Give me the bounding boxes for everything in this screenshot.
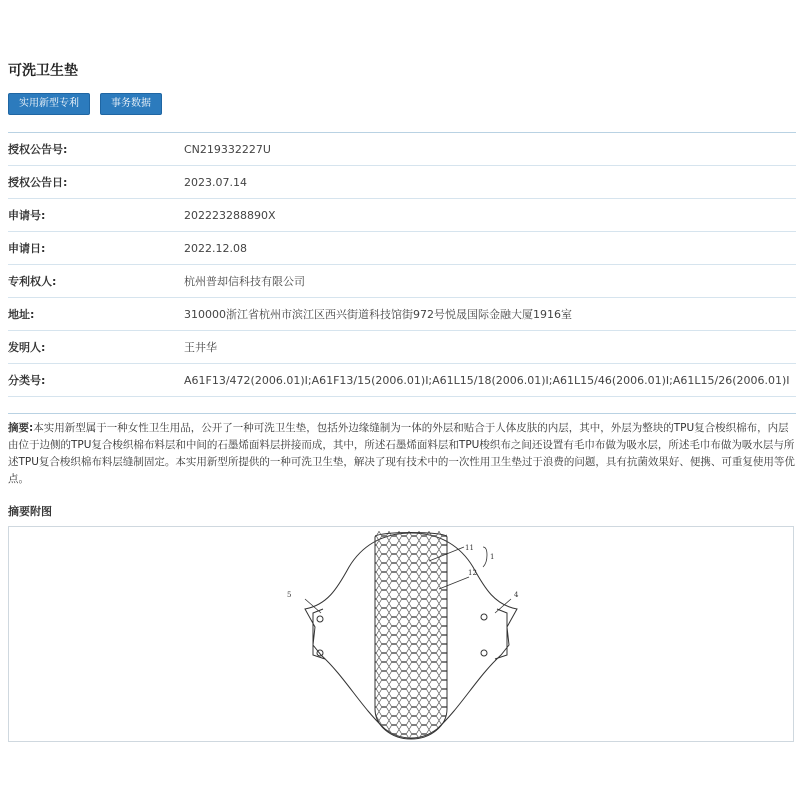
- field-value: 王井华: [184, 341, 217, 354]
- field-value: 2022.12.08: [184, 241, 247, 255]
- graphene-strip: [375, 531, 447, 743]
- page-title: 可洗卫生垫: [8, 63, 78, 79]
- abstract-section: [8, 413, 796, 488]
- figure-label-4: 4: [514, 591, 519, 599]
- bibliographic-table: [8, 132, 796, 397]
- field-row-application-number: [8, 199, 796, 232]
- field-value: 杭州普却信科技有限公司: [184, 275, 305, 288]
- tag-transaction-data[interactable]: 事务数据: [100, 93, 162, 115]
- field-row-patentee: [8, 265, 796, 298]
- field-row-inventor: [8, 331, 796, 364]
- field-label: 地址:: [8, 308, 35, 321]
- abstract-figure-title: 摘要附图: [8, 505, 52, 518]
- field-label: 授权公告日:: [8, 176, 68, 189]
- field-row-address: [8, 298, 796, 331]
- field-label: 授权公告号:: [8, 143, 68, 156]
- field-value: 202223288890X: [184, 208, 276, 222]
- field-label: 申请日:: [8, 242, 46, 255]
- field-label: 专利权人:: [8, 275, 57, 288]
- right-wing: [495, 609, 507, 659]
- figure-label-5: 5: [287, 591, 292, 599]
- snap-left-top: [317, 616, 323, 622]
- field-row-grant-number: [8, 133, 796, 166]
- abstract-text: 本实用新型属于一种女性卫生用品，公开了一种可洗卫生垫，包括外边缘缝制为一体的外层和贴合于人体皮肤的内层，其中，外层为整块的TPU复合梭织棉布，内层由位于边侧的TPU复合梭织棉布料层和中间的石墨烯面料层拼接而成，其中，所述石墨烯面料层和TPU梭织布之间还设置有毛巾布做为吸水层，所述毛巾布做为吸水层与所述TPU复合梭织棉布料层缝制固定。本实用新型所提供的一种可洗卫生垫，解决了现有技术中的一次性用卫生垫过于浪费的问题，具有抗菌效果好、便携、可重复使用等优点。: [8, 422, 795, 485]
- tag-list: [8, 93, 162, 115]
- field-value: A61F13/472(2006.01)I;A61F13/15(2006.01)I;A61L15/18(2006.01)I;A61L15/46(2006.01)I;A61L15/26(2006.01)I: [184, 373, 790, 387]
- field-label: 分类号:: [8, 374, 46, 387]
- field-label: 发明人:: [8, 341, 46, 354]
- field-row-grant-date: [8, 166, 796, 199]
- pad-drawing: [9, 527, 795, 743]
- figure-label-1: 1: [490, 553, 495, 561]
- snap-right-bottom: [481, 650, 487, 656]
- figure-label-12: 12: [468, 569, 477, 577]
- abstract-label: 摘要:: [8, 422, 34, 434]
- abstract-figure: [8, 526, 794, 742]
- figure-label-11: 11: [465, 544, 474, 552]
- field-value: CN219332227U: [184, 142, 271, 156]
- snap-right-top: [481, 614, 487, 620]
- tag-utility-model[interactable]: 实用新型专利: [8, 93, 90, 115]
- field-label: 申请号:: [8, 209, 46, 222]
- field-value: 2023.07.14: [184, 175, 247, 189]
- field-row-application-date: [8, 232, 796, 265]
- field-row-classification: [8, 364, 796, 397]
- field-value: 310000浙江省杭州市滨江区西兴街道科技馆街972号悦晟国际金融大厦1916室: [184, 308, 572, 321]
